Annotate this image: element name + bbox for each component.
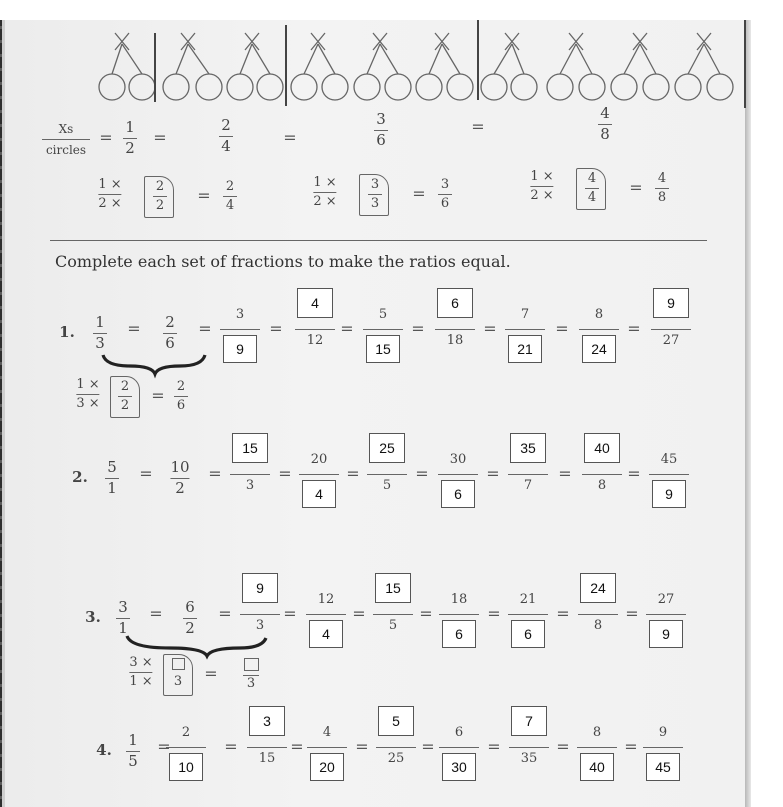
x-mark-shape bbox=[560, 33, 592, 74]
problem-4-fraction-2-denominator-answer-value: 10 bbox=[178, 759, 194, 775]
problem-2-fraction-7-bar bbox=[508, 474, 548, 475]
problem-1-fraction-3-numerator: 3 bbox=[235, 307, 245, 322]
problem-3-equals-8: = bbox=[625, 604, 639, 623]
problem-1-fraction-3-denominator-answer-value: 9 bbox=[236, 341, 244, 357]
problem-1-hint-base-denominator: 3 × bbox=[76, 395, 100, 411]
problem-3-fraction-6-denominator-answer-value: 6 bbox=[455, 626, 463, 642]
problem-3-fraction-9-numerator: 27 bbox=[657, 592, 675, 607]
problem-3-hint-base-numerator: 3 × bbox=[129, 655, 153, 670]
problem-1-fraction-5-numerator: 5 bbox=[378, 307, 388, 322]
problem-number-3: 3. bbox=[85, 608, 101, 626]
problem-3-fraction-9-denominator-answer bbox=[649, 620, 683, 648]
circle-shape bbox=[385, 74, 411, 100]
problem-4-fraction-9-denominator-answer bbox=[646, 753, 680, 781]
problem-4-fraction-3-denominator: 15 bbox=[258, 751, 276, 766]
problem-4-fraction-1 bbox=[126, 733, 140, 770]
instructions: Complete each set of fractions to make the ratios equal. bbox=[55, 252, 511, 271]
example-multiplier-result-1 bbox=[223, 180, 237, 212]
problem-2-fraction-8-denominator: 8 bbox=[597, 478, 607, 493]
problem-1-fraction-2 bbox=[163, 315, 177, 352]
example-fraction-2-numerator: 2 bbox=[221, 116, 231, 134]
problem-2-fraction-1-denominator: 1 bbox=[107, 478, 117, 497]
problem-4-fraction-9-numerator: 9 bbox=[658, 725, 668, 740]
problem-1-hint-one-numerator: 2 bbox=[120, 379, 130, 394]
problem-1-fraction-6-numerator-answer-value: 6 bbox=[451, 295, 459, 311]
problem-1-hint-base-bar bbox=[76, 394, 99, 395]
problem-1-fraction-9-denominator: 27 bbox=[662, 333, 680, 348]
problem-3-fraction-6-denominator-answer bbox=[442, 620, 476, 648]
problem-2-fraction-9-denominator-answer bbox=[652, 480, 686, 508]
problem-4-fraction-2-bar bbox=[166, 747, 206, 748]
problem-2-fraction-7-denominator: 7 bbox=[523, 478, 533, 493]
circle-shape bbox=[707, 74, 733, 100]
problem-1-fraction-7-numerator: 7 bbox=[520, 307, 530, 322]
problem-1-fraction-3-bar bbox=[220, 329, 260, 330]
problem-3-fraction-2 bbox=[183, 600, 197, 637]
example-multiplier-result-3 bbox=[655, 172, 669, 204]
problem-4-equals-3: = bbox=[290, 737, 304, 756]
problem-1-fraction-5-denominator-answer bbox=[366, 335, 400, 363]
problem-3-fraction-4-numerator: 12 bbox=[317, 592, 335, 607]
x-mark-shape bbox=[176, 33, 209, 74]
example-multiplier-base-3 bbox=[530, 170, 553, 202]
problem-2-fraction-1 bbox=[105, 460, 119, 497]
example-equals-4: = bbox=[471, 117, 485, 136]
problem-2-fraction-3-denominator: 3 bbox=[245, 478, 255, 493]
example-fraction-2-denominator: 4 bbox=[221, 136, 231, 155]
problem-3-equals-1: = bbox=[149, 604, 163, 623]
problem-4-fraction-9-denominator-answer-value: 45 bbox=[655, 759, 671, 775]
problem-2-equals-4: = bbox=[346, 464, 360, 483]
example-multiplier-one-1-bar bbox=[153, 196, 167, 197]
problem-3-fraction-9-denominator-answer-value: 9 bbox=[662, 626, 670, 642]
problem-3-equals-3: = bbox=[283, 604, 297, 623]
x-mark-shape bbox=[688, 33, 720, 74]
problem-4-equals-2: = bbox=[224, 737, 238, 756]
ratio-label-bar bbox=[42, 139, 90, 140]
example-fraction-3 bbox=[374, 112, 388, 149]
ratio-label-circles: circles bbox=[45, 143, 87, 157]
problem-1-fraction-8-bar bbox=[579, 329, 619, 330]
example-multiplier-result-3-bar bbox=[655, 188, 669, 189]
example-multiplier-one-1-numerator: 2 bbox=[155, 179, 165, 194]
problem-3-fraction-8-denominator: 8 bbox=[593, 618, 603, 633]
example-multiplier-result-1-numerator: 2 bbox=[225, 179, 235, 194]
example-multiplier-result-3-numerator: 4 bbox=[657, 171, 667, 186]
problem-2-fraction-4-bar bbox=[299, 474, 339, 475]
problem-number-1: 1. bbox=[59, 323, 75, 341]
problem-1-equals-1: = bbox=[127, 319, 141, 338]
example-fraction-3-numerator: 3 bbox=[376, 110, 386, 128]
problem-4-equals-8: = bbox=[624, 737, 638, 756]
problem-1-fraction-7-bar bbox=[505, 329, 545, 330]
problem-3-equals-2: = bbox=[218, 604, 232, 623]
problem-2-fraction-7-numerator-answer-value: 35 bbox=[520, 440, 536, 456]
problem-3-fraction-3-numerator-answer-value: 9 bbox=[256, 580, 264, 596]
problem-4-fraction-5-numerator-answer bbox=[378, 706, 414, 736]
example-fraction-1-denominator: 2 bbox=[125, 138, 135, 157]
problem-1-fraction-9-bar bbox=[651, 329, 691, 330]
circle-shape bbox=[643, 74, 669, 100]
circle-shape bbox=[447, 74, 473, 100]
problem-2-fraction-6-numerator: 30 bbox=[449, 452, 467, 467]
x-mark-shape bbox=[304, 33, 335, 74]
example-multiplier-result-2 bbox=[438, 178, 452, 210]
problem-2-equals-3: = bbox=[278, 464, 292, 483]
problem-1-hint-result-bar bbox=[174, 396, 188, 397]
problem-1-hint-base-numerator: 1 × bbox=[76, 377, 100, 392]
problem-1-fraction-5-bar bbox=[363, 329, 403, 330]
problem-1-hint-equals: = bbox=[151, 386, 165, 405]
circle-shape bbox=[257, 74, 283, 100]
example-equals-2: = bbox=[153, 128, 167, 147]
problem-1-fraction-5-denominator-answer-value: 15 bbox=[375, 341, 391, 357]
problem-3-hint-result-denominator: 3 bbox=[246, 676, 256, 691]
example-multiplier-one-2-numerator: 3 bbox=[370, 177, 380, 192]
problem-4-fraction-2-denominator-answer bbox=[169, 753, 203, 781]
problem-2-fraction-9-denominator-answer-value: 9 bbox=[665, 486, 673, 502]
problem-2-fraction-6-bar bbox=[438, 474, 478, 475]
problem-4-equals-6: = bbox=[487, 737, 501, 756]
circle-shape bbox=[416, 74, 442, 100]
example-multiplier-one-1 bbox=[153, 180, 167, 212]
problem-3-fraction-1-denominator: 1 bbox=[118, 618, 128, 637]
circle-shape bbox=[481, 74, 507, 100]
example-multiplier-one-1-denominator: 2 bbox=[155, 197, 165, 213]
problem-1-fraction-1 bbox=[93, 315, 107, 352]
problem-3-equals-5: = bbox=[419, 604, 433, 623]
problem-1-equals-4: = bbox=[340, 319, 354, 338]
problem-3-hint-base bbox=[129, 656, 152, 688]
problem-1-fraction-3-denominator-answer bbox=[223, 335, 257, 363]
problem-3-fraction-1 bbox=[116, 600, 130, 637]
example-multiplier-one-3 bbox=[585, 172, 599, 204]
problem-1-hint-one-bar bbox=[118, 396, 132, 397]
example-multiplier-base-2-denominator: 2 × bbox=[313, 193, 337, 209]
problem-4-fraction-6-denominator-answer bbox=[442, 753, 476, 781]
x-mark-shape bbox=[494, 33, 524, 74]
circle-shape bbox=[291, 74, 317, 100]
problem-1-hint-result-numerator: 2 bbox=[176, 379, 186, 394]
example-multiplier-result-3-denominator: 8 bbox=[657, 189, 667, 205]
problem-4-fraction-4-bar bbox=[307, 747, 347, 748]
problem-3-fraction-2-denominator: 2 bbox=[185, 618, 195, 637]
problem-2-fraction-4-denominator-answer-value: 4 bbox=[315, 486, 323, 502]
problem-3-fraction-1-numerator: 3 bbox=[118, 598, 128, 616]
problem-2-equals-7: = bbox=[558, 464, 572, 483]
problem-3-hint-empty-box bbox=[172, 658, 185, 670]
example-multiplier-result-1-denominator: 4 bbox=[225, 197, 235, 213]
problem-4-fraction-3-numerator-answer-value: 3 bbox=[263, 713, 271, 729]
problem-4-equals-7: = bbox=[556, 737, 570, 756]
problem-1-fraction-9-numerator-answer-value: 9 bbox=[667, 295, 675, 311]
example-equals-3: = bbox=[283, 128, 297, 147]
example-fraction-3-denominator: 6 bbox=[376, 130, 386, 149]
problem-4-fraction-4-denominator-answer-value: 20 bbox=[319, 759, 335, 775]
x-mark-shape bbox=[624, 33, 656, 74]
example-fraction-1-numerator: 1 bbox=[125, 118, 135, 136]
problem-3-fraction-7-denominator-answer bbox=[511, 620, 545, 648]
problem-2-fraction-4-denominator-answer bbox=[302, 480, 336, 508]
problem-3-hint-base-denominator: 1 × bbox=[129, 673, 153, 689]
example-multiplier-equals-3: = bbox=[629, 178, 643, 197]
example-multiplier-base-3-bar bbox=[530, 186, 553, 187]
problem-1-fraction-4-denominator: 12 bbox=[306, 333, 324, 348]
circle-shape bbox=[129, 74, 155, 100]
problem-3-fraction-5-bar bbox=[373, 614, 413, 615]
problem-4-fraction-4-denominator-answer bbox=[310, 753, 344, 781]
problem-4-fraction-7-bar bbox=[509, 747, 549, 748]
example-multiplier-base-3-denominator: 2 × bbox=[530, 187, 554, 203]
example-multiplier-result-1-bar bbox=[223, 196, 237, 197]
problem-3-equals-6: = bbox=[487, 604, 501, 623]
problem-2-equals-8: = bbox=[627, 464, 641, 483]
problem-2-fraction-5-numerator-answer-value: 25 bbox=[379, 440, 395, 456]
problem-3-fraction-6-numerator: 18 bbox=[450, 592, 468, 607]
xs-circles-diagram bbox=[0, 0, 783, 110]
problem-4-fraction-5-bar bbox=[376, 747, 416, 748]
problem-2-fraction-9-numerator: 45 bbox=[660, 452, 678, 467]
example-multiplier-one-3-bar bbox=[585, 188, 599, 189]
x-mark-shape bbox=[240, 33, 270, 74]
circle-shape bbox=[547, 74, 573, 100]
problem-2-fraction-8-numerator-answer-value: 40 bbox=[594, 440, 610, 456]
circle-shape bbox=[322, 74, 348, 100]
x-mark-shape bbox=[367, 33, 398, 74]
example-multiplier-base-1 bbox=[98, 178, 121, 210]
problem-1-hint-one bbox=[118, 380, 132, 412]
problem-1-fraction-8-denominator-answer bbox=[582, 335, 616, 363]
problem-4-equals-1: = bbox=[157, 737, 171, 756]
problem-4-fraction-1-denominator: 5 bbox=[128, 751, 138, 770]
example-multiplier-one-2-denominator: 3 bbox=[370, 195, 380, 211]
problem-3-fraction-3-numerator-answer bbox=[242, 573, 278, 603]
problem-3-fraction-5-denominator: 5 bbox=[388, 618, 398, 633]
circle-shape bbox=[196, 74, 222, 100]
problem-1-fraction-8-denominator-answer-value: 24 bbox=[591, 341, 607, 357]
example-multiplier-one-3-numerator: 4 bbox=[587, 171, 597, 186]
problem-4-fraction-8-denominator-answer-value: 40 bbox=[589, 759, 605, 775]
problem-2-fraction-2-numerator: 10 bbox=[170, 458, 190, 476]
problem-3-fraction-7-bar bbox=[508, 614, 548, 615]
example-equals-1: = bbox=[99, 128, 113, 147]
circle-shape bbox=[227, 74, 253, 100]
problem-2-fraction-5-denominator: 5 bbox=[382, 478, 392, 493]
example-multiplier-base-1-bar bbox=[98, 194, 121, 195]
problem-1-fraction-6-denominator: 18 bbox=[446, 333, 464, 348]
problem-2-fraction-5-bar bbox=[367, 474, 407, 475]
problem-1-equals-8: = bbox=[627, 319, 641, 338]
ratio-label-xs: Xs bbox=[58, 122, 74, 136]
example-multiplier-one-2-bar bbox=[368, 194, 382, 195]
problem-4-fraction-7-denominator: 35 bbox=[520, 751, 538, 766]
x-mark-shape bbox=[112, 33, 142, 74]
problem-4-fraction-1-numerator: 1 bbox=[128, 731, 138, 749]
problem-1-equals-3: = bbox=[269, 319, 283, 338]
problem-1-hint-result-denominator: 6 bbox=[176, 397, 186, 413]
example-multiplier-one-3-denominator: 4 bbox=[587, 189, 597, 205]
problem-3-fraction-9-bar bbox=[646, 614, 686, 615]
problem-4-fraction-8-numerator: 8 bbox=[592, 725, 602, 740]
problem-number-4: 4. bbox=[96, 741, 112, 759]
problem-number-2: 2. bbox=[72, 468, 88, 486]
circle-shape bbox=[611, 74, 637, 100]
problem-3-hint-equals: = bbox=[204, 664, 218, 683]
problem-2-equals-2: = bbox=[208, 464, 222, 483]
section-divider bbox=[50, 240, 707, 241]
problem-2-equals-6: = bbox=[486, 464, 500, 483]
problem-3-fraction-5-numerator-answer bbox=[375, 573, 411, 603]
problem-1-fraction-4-bar bbox=[295, 329, 335, 330]
circle-shape bbox=[675, 74, 701, 100]
problem-2-fraction-5-numerator-answer bbox=[369, 433, 405, 463]
problem-3-hint-result-empty-box bbox=[244, 658, 259, 671]
problem-4-equals-4: = bbox=[355, 737, 369, 756]
problem-4-fraction-2-numerator: 2 bbox=[181, 725, 191, 740]
problem-1-equals-7: = bbox=[555, 319, 569, 338]
problem-2-fraction-8-bar bbox=[582, 474, 622, 475]
problem-3-fraction-7-denominator-answer-value: 6 bbox=[524, 626, 532, 642]
problem-3-fraction-2-numerator: 6 bbox=[185, 598, 195, 616]
example-multiplier-base-2-numerator: 1 × bbox=[313, 175, 337, 190]
problem-3-equals-4: = bbox=[352, 604, 366, 623]
problem-3-fraction-6-bar bbox=[439, 614, 479, 615]
example-multiplier-result-2-bar bbox=[438, 194, 452, 195]
example-multiplier-equals-1: = bbox=[197, 186, 211, 205]
problem-3-equals-7: = bbox=[556, 604, 570, 623]
page-shadow bbox=[745, 20, 751, 807]
problem-4-fraction-4-numerator: 4 bbox=[322, 725, 332, 740]
problem-4-fraction-8-denominator-answer bbox=[580, 753, 614, 781]
circle-shape bbox=[99, 74, 125, 100]
problem-1-fraction-1-numerator: 1 bbox=[95, 313, 105, 331]
problem-3-fraction-7-numerator: 21 bbox=[519, 592, 537, 607]
example-multiplier-base-1-numerator: 1 × bbox=[98, 177, 122, 192]
problem-2-fraction-1-numerator: 5 bbox=[107, 458, 117, 476]
problem-1-fraction-6-numerator-answer bbox=[437, 288, 473, 318]
problem-4-fraction-5-denominator: 25 bbox=[387, 751, 405, 766]
problem-2-fraction-2-denominator: 2 bbox=[175, 478, 185, 497]
problem-4-fraction-7-numerator-answer-value: 7 bbox=[525, 713, 533, 729]
problem-1-hint-result bbox=[174, 380, 188, 412]
problem-2-fraction-3-numerator-answer-value: 15 bbox=[242, 440, 258, 456]
problem-4-fraction-3-bar bbox=[247, 747, 287, 748]
example-multiplier-base-2 bbox=[313, 176, 336, 208]
problem-2-fraction-4-numerator: 20 bbox=[310, 452, 328, 467]
circle-shape bbox=[354, 74, 380, 100]
problem-1-equals-2: = bbox=[198, 319, 212, 338]
problem-3-hint-base-bar bbox=[129, 672, 152, 673]
problem-3-fraction-5-numerator-answer-value: 15 bbox=[385, 580, 401, 596]
example-fraction-4-denominator: 8 bbox=[600, 124, 610, 143]
problem-2-fraction-6-denominator-answer bbox=[441, 480, 475, 508]
problem-4-fraction-7-numerator-answer bbox=[511, 706, 547, 736]
problem-1-fraction-6-bar bbox=[435, 329, 475, 330]
example-multiplier-result-2-numerator: 3 bbox=[440, 177, 450, 192]
example-multiplier-base-1-denominator: 2 × bbox=[98, 195, 122, 211]
example-multiplier-base-2-bar bbox=[313, 192, 336, 193]
problem-3-fraction-4-denominator-answer bbox=[309, 620, 343, 648]
example-multiplier-one-2 bbox=[368, 178, 382, 210]
problem-1-equals-5: = bbox=[411, 319, 425, 338]
problem-3-fraction-3-denominator: 3 bbox=[255, 618, 265, 633]
problem-1-fraction-7-denominator-answer-value: 21 bbox=[517, 341, 533, 357]
problem-2-equals-5: = bbox=[415, 464, 429, 483]
problem-4-fraction-6-denominator-answer-value: 30 bbox=[451, 759, 467, 775]
problem-1-fraction-2-denominator: 6 bbox=[165, 333, 175, 352]
problem-2-fraction-8-numerator-answer bbox=[584, 433, 620, 463]
problem-2-fraction-7-numerator-answer bbox=[510, 433, 546, 463]
problem-4-fraction-3-numerator-answer bbox=[249, 706, 285, 736]
problem-4-fraction-9-bar bbox=[643, 747, 683, 748]
example-fraction-4-numerator: 4 bbox=[600, 104, 610, 122]
problem-3-fraction-4-denominator-answer-value: 4 bbox=[322, 626, 330, 642]
problem-1-fraction-4-numerator-answer bbox=[297, 288, 333, 318]
problem-2-fraction-3-bar bbox=[230, 474, 270, 475]
example-multiplier-result-2-denominator: 6 bbox=[440, 195, 450, 211]
problem-4-fraction-6-numerator: 6 bbox=[454, 725, 464, 740]
problem-3-fraction-4-bar bbox=[306, 614, 346, 615]
problem-1-fraction-8-numerator: 8 bbox=[594, 307, 604, 322]
circle-shape bbox=[579, 74, 605, 100]
circle-shape bbox=[163, 74, 189, 100]
problem-4-fraction-6-bar bbox=[439, 747, 479, 748]
example-fraction-4 bbox=[598, 106, 612, 143]
problem-2-equals-1: = bbox=[139, 464, 153, 483]
problem-1-hint-base bbox=[76, 378, 99, 410]
problem-3-fraction-8-bar bbox=[578, 614, 618, 615]
problem-3-fraction-8-numerator-answer bbox=[580, 573, 616, 603]
problem-3-fraction-8-numerator-answer-value: 24 bbox=[590, 580, 606, 596]
ratio-label bbox=[42, 122, 90, 157]
problem-3-fraction-3-bar bbox=[240, 614, 280, 615]
problem-3-hint-one-denominator: 3 bbox=[173, 674, 183, 689]
problem-2-fraction-9-bar bbox=[649, 474, 689, 475]
problem-4-equals-5: = bbox=[421, 737, 435, 756]
problem-1-fraction-2-numerator: 2 bbox=[165, 313, 175, 331]
x-mark-shape bbox=[429, 33, 460, 74]
example-multiplier-equals-2: = bbox=[412, 184, 426, 203]
example-multiplier-base-3-numerator: 1 × bbox=[530, 169, 554, 184]
example-fraction-1 bbox=[123, 120, 137, 157]
problem-1-equals-6: = bbox=[483, 319, 497, 338]
problem-2-fraction-6-denominator-answer-value: 6 bbox=[454, 486, 462, 502]
circle-shape bbox=[511, 74, 537, 100]
problem-4-fraction-5-numerator-answer-value: 5 bbox=[392, 713, 400, 729]
problem-2-fraction-2 bbox=[170, 460, 189, 497]
problem-4-fraction-8-bar bbox=[577, 747, 617, 748]
problem-1-fraction-1-denominator: 3 bbox=[95, 333, 105, 352]
problem-2-fraction-3-numerator-answer bbox=[232, 433, 268, 463]
problem-1-fraction-9-numerator-answer bbox=[653, 288, 689, 318]
problem-1-fraction-7-denominator-answer bbox=[508, 335, 542, 363]
problem-1-fraction-4-numerator-answer-value: 4 bbox=[311, 295, 319, 311]
example-fraction-2 bbox=[219, 118, 233, 155]
problem-1-hint-one-denominator: 2 bbox=[120, 397, 130, 413]
